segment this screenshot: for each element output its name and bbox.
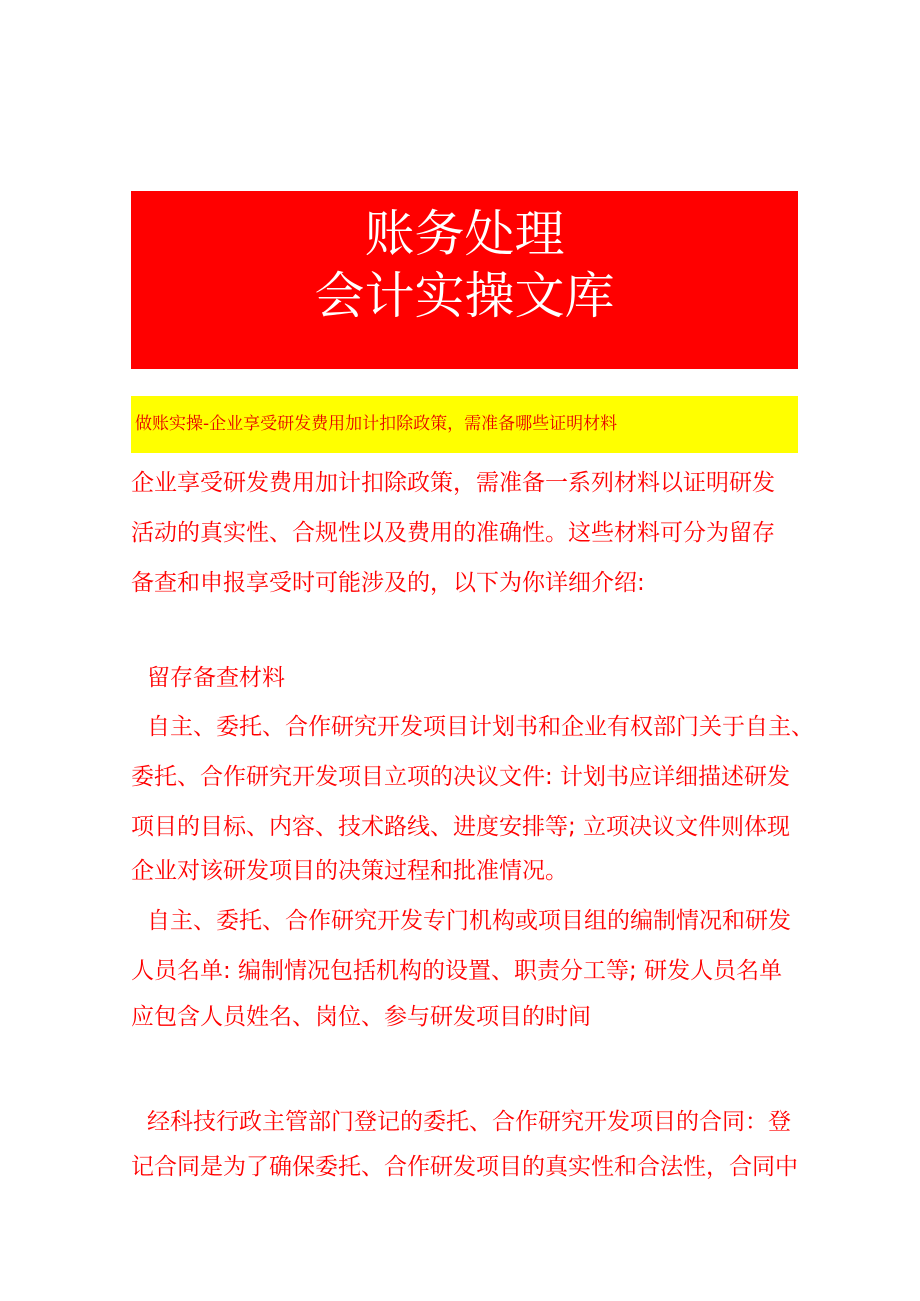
article-subtitle: 做账实操-企业享受研发费用加计扣除政策，需准备哪些证明材料 <box>131 396 798 453</box>
body-line: 记合同是为了确保委托、合作研发项目的真实性和合法性，合同中 <box>131 1154 798 1180</box>
body-line: 活动的真实性、合规性以及费用的准确性。这些材料可分为留存 <box>131 520 775 546</box>
body-line: 企业对该研发项目的决策过程和批准情况。 <box>131 858 568 884</box>
body-line: 应包含人员姓名、岗位、参与研发项目的时间 <box>131 1004 591 1030</box>
body-line: 人员名单: 编制情况包括机构的设置、职责分工等; 研发人员名单 <box>131 958 783 984</box>
section-heading: 留存备查材料 <box>147 665 285 691</box>
body-line: 企业享受研发费用加计扣除政策，需准备一系列材料以证明研发 <box>131 470 775 496</box>
body-line: 项目的目标、内容、技术路线、进度安排等; 立项决议文件则体现 <box>131 814 791 840</box>
body-line: 委托、合作研究开发项目立项的决议文件: 计划书应详细描述研发 <box>131 764 791 790</box>
body-line: 自主、委托、合作研究开发项目计划书和企业有权部门关于自主、 <box>147 714 814 740</box>
banner-title-line1: 账务处理 <box>364 205 565 263</box>
banner-title-line2: 会计实操文库 <box>314 267 615 325</box>
body-line: 备查和申报享受时可能涉及的，以下为你详细介绍: <box>131 570 645 596</box>
body-line: 经科技行政主管部门登记的委托、合作研究开发项目的合同：登 <box>147 1109 791 1135</box>
title-banner <box>131 191 798 369</box>
body-line: 自主、委托、合作研究开发专门机构或项目组的编制情况和研发 <box>147 908 791 934</box>
